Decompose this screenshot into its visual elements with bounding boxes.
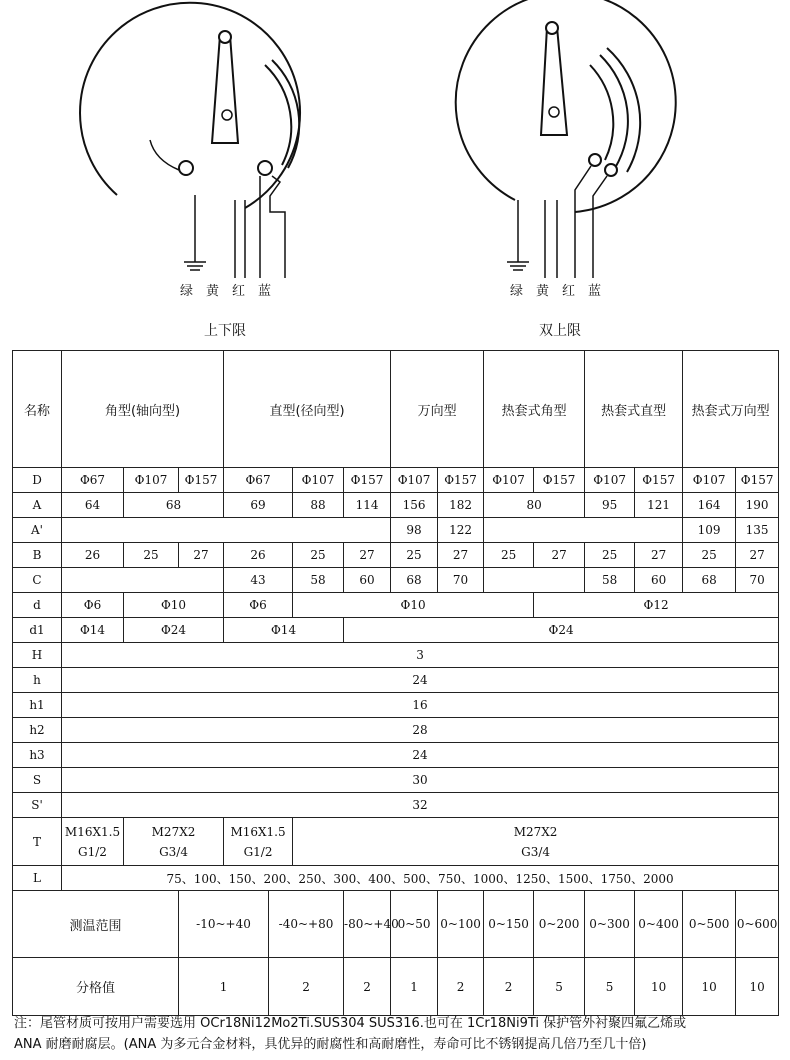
- cell: 25: [484, 543, 534, 568]
- wire-label-green: 绿: [180, 284, 194, 299]
- wiring-diagram-upper-lower-limit: [80, 0, 340, 345]
- row-label: h1: [13, 693, 62, 718]
- cell: 0~100: [438, 891, 484, 958]
- row-D: [13, 468, 779, 493]
- row-label: A': [13, 518, 62, 543]
- cell: 43: [224, 568, 293, 593]
- cell: 3: [62, 643, 779, 668]
- cell: 24: [62, 743, 779, 768]
- cell: 27: [736, 543, 779, 568]
- cell: 26: [224, 543, 293, 568]
- row-label: B: [13, 543, 62, 568]
- cell: [224, 818, 293, 866]
- cell: Φ157: [344, 468, 391, 493]
- cell-line: G1/2: [78, 844, 107, 859]
- cell: 25: [585, 543, 635, 568]
- cell: 27: [179, 543, 224, 568]
- row-H: [13, 643, 779, 668]
- wire-label-blue: 蓝: [588, 284, 602, 299]
- cell: 88: [293, 493, 344, 518]
- cell: 0~400: [635, 891, 683, 958]
- cell: 114: [344, 493, 391, 518]
- row-h: [13, 668, 779, 693]
- row-label: S: [13, 768, 62, 793]
- cell: Φ157: [438, 468, 484, 493]
- row-S-prime: [13, 793, 779, 818]
- row-label: L: [13, 866, 62, 891]
- cell: 2: [269, 958, 344, 1016]
- wire-label-blue: 蓝: [258, 284, 272, 299]
- cell: Φ107: [293, 468, 344, 493]
- group-universal-type: 万向型: [391, 351, 484, 468]
- row-h3: [13, 743, 779, 768]
- cell: 27: [344, 543, 391, 568]
- row-range: [13, 891, 779, 958]
- row-label: A: [13, 493, 62, 518]
- group-angle-type: 角型(轴向型): [62, 351, 224, 468]
- cell: 5: [534, 958, 585, 1016]
- cell: Φ67: [62, 468, 124, 493]
- cell-line: M27X2: [513, 824, 558, 839]
- group-thermo-angle: 热套式角型: [484, 351, 585, 468]
- diagram-title: 上下限: [204, 323, 246, 339]
- cell: 80: [484, 493, 585, 518]
- cell: 190: [736, 493, 779, 518]
- cell: 5: [585, 958, 635, 1016]
- row-S: [13, 768, 779, 793]
- cell: 10: [736, 958, 779, 1016]
- cell: Φ157: [534, 468, 585, 493]
- cell: Φ24: [344, 618, 779, 643]
- cell: Φ107: [683, 468, 736, 493]
- wire-label-yellow: 黄: [536, 284, 550, 299]
- footnote-line: 注：尾管材质可按用户需要选用 OCr18Ni12Mo2Ti.SUS304 SUS316.也可在 1Cr18Ni9Ti 保护管外衬聚四氟乙烯或: [14, 1016, 687, 1031]
- cell: 27: [534, 543, 585, 568]
- group-thermo-universal: 热套式万向型: [683, 351, 779, 468]
- cell: 25: [391, 543, 438, 568]
- spec-table: [12, 350, 779, 1016]
- cell: 164: [683, 493, 736, 518]
- cell: 58: [293, 568, 344, 593]
- cell: 2: [438, 958, 484, 1016]
- cell: 60: [635, 568, 683, 593]
- cell: 2: [344, 958, 391, 1016]
- cell: Φ107: [391, 468, 438, 493]
- footnote: [14, 1013, 784, 1055]
- cell: 121: [635, 493, 683, 518]
- cell: Φ6: [224, 593, 293, 618]
- cell: 0~600: [736, 891, 779, 958]
- row-h1: [13, 693, 779, 718]
- cell: 10: [683, 958, 736, 1016]
- row-B: [13, 543, 779, 568]
- row-label: d: [13, 593, 62, 618]
- cell: Φ14: [224, 618, 344, 643]
- cell: 60: [344, 568, 391, 593]
- cell: 68: [124, 493, 224, 518]
- cell: Φ10: [293, 593, 534, 618]
- row-C: [13, 568, 779, 593]
- row-label: C: [13, 568, 62, 593]
- cell-line: G1/2: [243, 844, 273, 859]
- cell: 16: [62, 693, 779, 718]
- header-label: 名称: [13, 351, 62, 468]
- cell: [293, 818, 779, 866]
- cell: 10: [635, 958, 683, 1016]
- row-label: d1: [13, 618, 62, 643]
- row-label: h2: [13, 718, 62, 743]
- cell-empty: [62, 518, 391, 543]
- cell-line: M16X1.5: [230, 824, 286, 839]
- header-row: [13, 351, 779, 468]
- cell: Φ107: [484, 468, 534, 493]
- cell-line: G3/4: [159, 844, 188, 859]
- cell: 32: [62, 793, 779, 818]
- cell: 75、100、150、200、250、300、400、500、750、1000、1250、1500、1750、2000: [62, 866, 779, 891]
- cell: 25: [683, 543, 736, 568]
- cell-empty: [62, 568, 224, 593]
- row-label: h: [13, 668, 62, 693]
- cell: 1: [391, 958, 438, 1016]
- row-division: [13, 958, 779, 1016]
- wire-label-red: 红: [232, 284, 246, 299]
- cell: 0~200: [534, 891, 585, 958]
- diagram-title: 双上限: [539, 323, 581, 339]
- cell: 26: [62, 543, 124, 568]
- wiring-diagram-double-upper-limit: [415, 0, 675, 345]
- wire-label-yellow: 黄: [206, 284, 220, 299]
- cell: -10~+40: [179, 891, 269, 958]
- cell: 135: [736, 518, 779, 543]
- cell: 109: [683, 518, 736, 543]
- cell: 0~50: [391, 891, 438, 958]
- cell: 1: [179, 958, 269, 1016]
- cell: 70: [438, 568, 484, 593]
- cell: 58: [585, 568, 635, 593]
- cell-empty: [484, 568, 585, 593]
- cell: 25: [293, 543, 344, 568]
- row-d: [13, 593, 779, 618]
- cell: Φ24: [124, 618, 224, 643]
- cell: 64: [62, 493, 124, 518]
- cell: Φ157: [635, 468, 683, 493]
- cell: [124, 818, 224, 866]
- cell-line: G3/4: [521, 844, 551, 859]
- cell: Φ107: [124, 468, 179, 493]
- cell-line: M16X1.5: [64, 824, 121, 839]
- cell: -80~+40: [344, 891, 391, 958]
- cell: 69: [224, 493, 293, 518]
- cell: 122: [438, 518, 484, 543]
- row-label: H: [13, 643, 62, 668]
- group-thermo-straight: 热套式直型: [585, 351, 683, 468]
- cell: Φ14: [62, 618, 124, 643]
- group-straight-type: 直型(径向型): [224, 351, 391, 468]
- cell: 30: [62, 768, 779, 793]
- row-L: [13, 866, 779, 891]
- cell: -40~+80: [269, 891, 344, 958]
- cell: [62, 818, 124, 866]
- cell: Φ12: [534, 593, 779, 618]
- cell: 68: [683, 568, 736, 593]
- row-d1: [13, 618, 779, 643]
- footnote-line: ANA 耐磨耐腐层。(ANA 为多元合金材料，具优异的耐腐性和高耐磨性，寿命可比不锈钢提高几倍乃至几十倍): [14, 1037, 647, 1052]
- cell-empty: [484, 518, 683, 543]
- wire-label-red: 红: [562, 284, 576, 299]
- cell: Φ67: [224, 468, 293, 493]
- row-A: [13, 493, 779, 518]
- cell: 24: [62, 668, 779, 693]
- row-T: [13, 818, 779, 866]
- row-label: 分格值: [13, 958, 179, 1016]
- cell: 156: [391, 493, 438, 518]
- cell: 70: [736, 568, 779, 593]
- cell: Φ157: [179, 468, 224, 493]
- cell-line: M27X2: [151, 824, 196, 839]
- cell: 27: [635, 543, 683, 568]
- cell: 0~500: [683, 891, 736, 958]
- row-label: S': [13, 793, 62, 818]
- cell: Φ10: [124, 593, 224, 618]
- cell: 95: [585, 493, 635, 518]
- cell: Φ107: [585, 468, 635, 493]
- cell: 182: [438, 493, 484, 518]
- cell: Φ157: [736, 468, 779, 493]
- cell: 25: [124, 543, 179, 568]
- row-label: T: [13, 818, 62, 866]
- row-h2: [13, 718, 779, 743]
- cell: 0~150: [484, 891, 534, 958]
- cell: 2: [484, 958, 534, 1016]
- wire-label-green: 绿: [510, 284, 524, 299]
- cell: 68: [391, 568, 438, 593]
- row-label: 测温范围: [13, 891, 179, 958]
- row-label: D: [13, 468, 62, 493]
- cell: 27: [438, 543, 484, 568]
- row-A-prime: [13, 518, 779, 543]
- cell: 28: [62, 718, 779, 743]
- cell: 98: [391, 518, 438, 543]
- cell: Φ6: [62, 593, 124, 618]
- row-label: h3: [13, 743, 62, 768]
- cell: 0~300: [585, 891, 635, 958]
